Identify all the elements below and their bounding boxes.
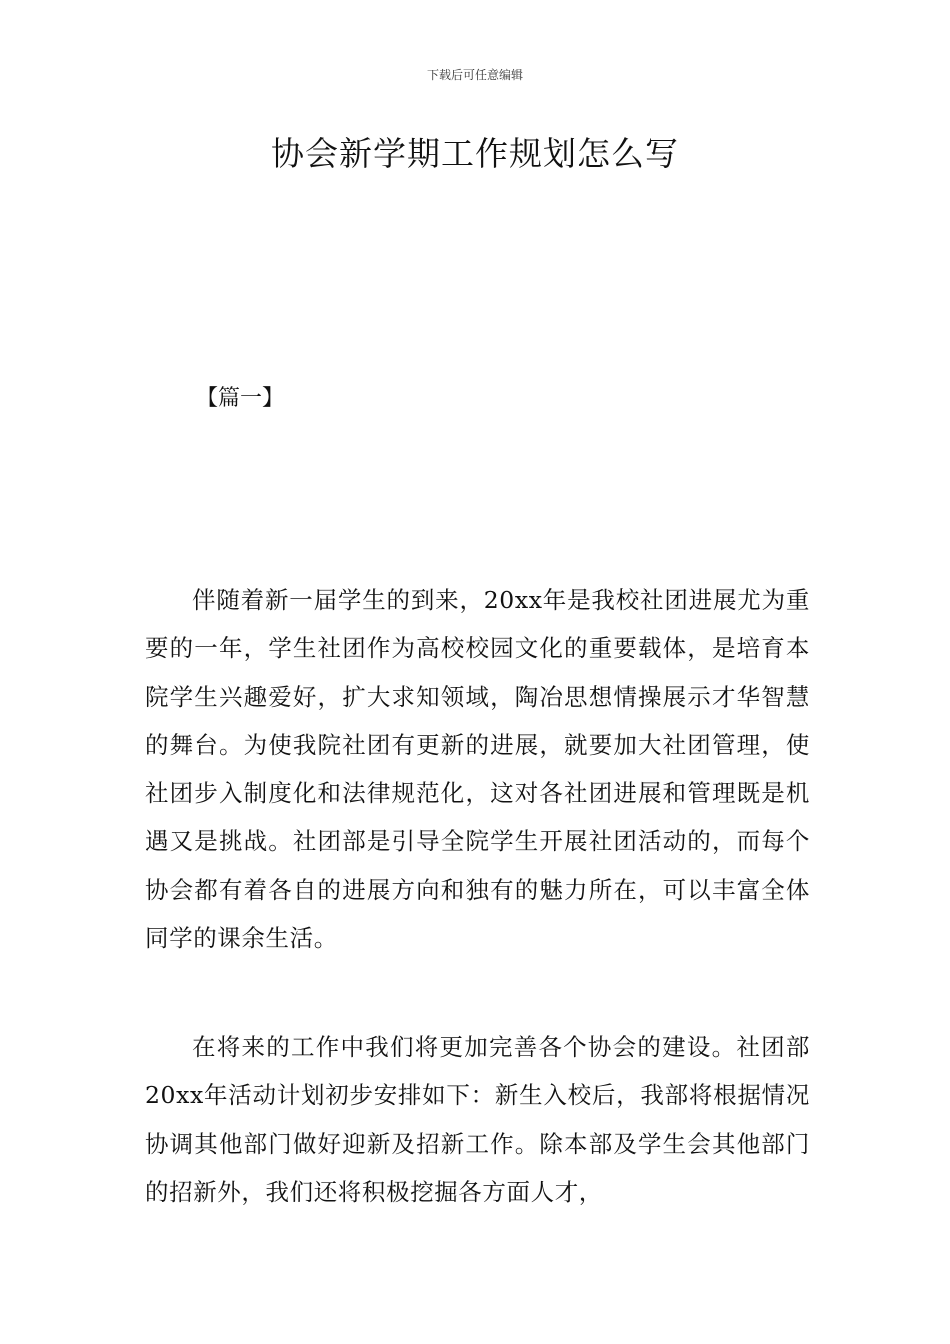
document-title: 协会新学期工作规划怎么写 <box>271 134 679 173</box>
body-paragraph-2: 在将来的工作中我们将更加完善各个协会的建设。社团部20xx年活动计划初步安排如下：新生入校后，我部将根据情况协调其他部门做好迎新及招新工作。除本部及学生会其他部门的招新外，我们还将积极挖掘各方面人才， <box>145 1033 810 1206</box>
section-label: 【篇一】 <box>196 386 285 411</box>
body-paragraph-1: 伴随着新一届学生的到来，20xx年是我校社团进展尤为重要的一年，学生社团作为高校校园文化的重要载体，是培育本院学生兴趣爱好，扩大求知领域，陶冶思想情操展示才华智慧的舞台。为使我院社团有更新的进展，就要加大社团管理，使社团步入制度化和法律规范化，这对各社团进展和管理既是机遇又是挑战。社团部是引导全院学生开展社团活动的，而每个协会都有着各自的进展方向和独有的魅力所在，可以丰富全体同学的课余生活。 <box>145 586 810 953</box>
header-note: 下载后可任意编辑 <box>426 68 523 82</box>
